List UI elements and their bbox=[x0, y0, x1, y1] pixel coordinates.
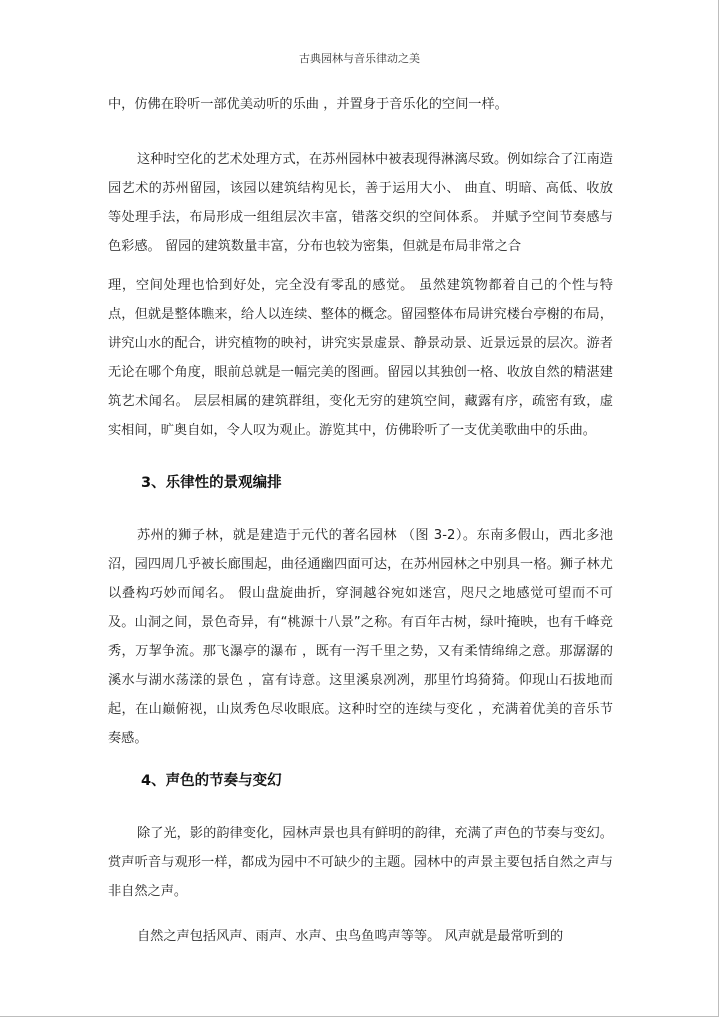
paragraph-liuyuan-layout: 理，空间处理也恰到好处，完全没有零乱的感觉。 虽然建筑物都着自己的个性与特点，但就是整体瞧来，给人以连续、整体的概念。留园整体布局讲究楼台亭榭的布局，讲究山水的配合，讲究植物的映衬，讲究实景虚景、静景动景、近景远景的层次。游者无论在哪个角度，眼前总就是一幅完美的图画。留园以其独创一格、收放自然的精湛建筑艺术闻名。 层层相属的建筑群组，变化无穷的建筑空间，藏露有序，疏密有致，虚实相间，旷奥自如，令人叹为观止。游览其中，仿佛聆听了一支优美歌曲中的乐曲。 bbox=[108, 278, 613, 438]
paragraph-shizilin: 苏州的狮子林，就是建造于元代的著名园林 （图 3-2）。东南多假山，西北多池沼，园四周几乎被长廊围起，曲径通幽四面可达，在苏州园林之中别具一格。狮子林尤以叠构巧妙而闻名。 假山盘旋曲折，穿洞越谷宛如迷宫，咫尺之地感觉可望而不可及。山洞之间，景色奇异，有“桃源十八景”之称。有百年古树，绿叶掩映，也有千峰竞秀，万挈争流。那飞瀑亭的瀑布 ，既有一泻千里之势，又有柔情绵绵之意。那潺潺的溪水与湖水荡漾的景色 ，富有诗意。这里溪泉冽冽，那里竹坞猗猗。仰现山石拔地而起，在山巅俯视，山岚秀色尽收眼底。这种时空的连续与变化 ，充满着优美的音乐节奏感。 bbox=[108, 528, 613, 746]
paragraph-liuyuan-intro: 这种时空化的艺术处理方式，在苏州园林中被表现得淋漓尽致。例如综合了江南造园艺术的苏州留园，该园以建筑结构见长，善于运用大小、 曲直、明暗、高低、收放等处理手法，布局形成一组组层次丰富，错落交织的空间体系。 并赋予空间节奏感与色彩感。 留园的建筑数量丰富，分布也较为密集，但就是布局非常之合 bbox=[108, 152, 613, 254]
paragraph-soundscape: 除了光，影的韵律变化，园林声景也具有鲜明的韵律，充满了声色的节奏与变幻。赏声听音与观形一样，都成为园中不可缺少的主题。园林中的声景主要包括自然之声与非自然之声。 bbox=[108, 826, 613, 899]
section-heading-4: 4、声色的节奏与变幻 bbox=[141, 773, 282, 789]
paragraph-natural-sounds: 自然之声包括风声、雨声、水声、虫鸟鱼鸣声等等。 风声就是最常听到的 bbox=[137, 929, 564, 944]
paragraph-continuation: 中，仿佛在聆听一部优美动听的乐曲 ，并置身于音乐化的空间一样。 bbox=[108, 97, 508, 112]
section-heading-3: 3、乐律性的景观编排 bbox=[141, 475, 282, 491]
page-body bbox=[108, 90, 613, 951]
running-header: 古典园林与音乐律动之美 bbox=[299, 52, 420, 65]
